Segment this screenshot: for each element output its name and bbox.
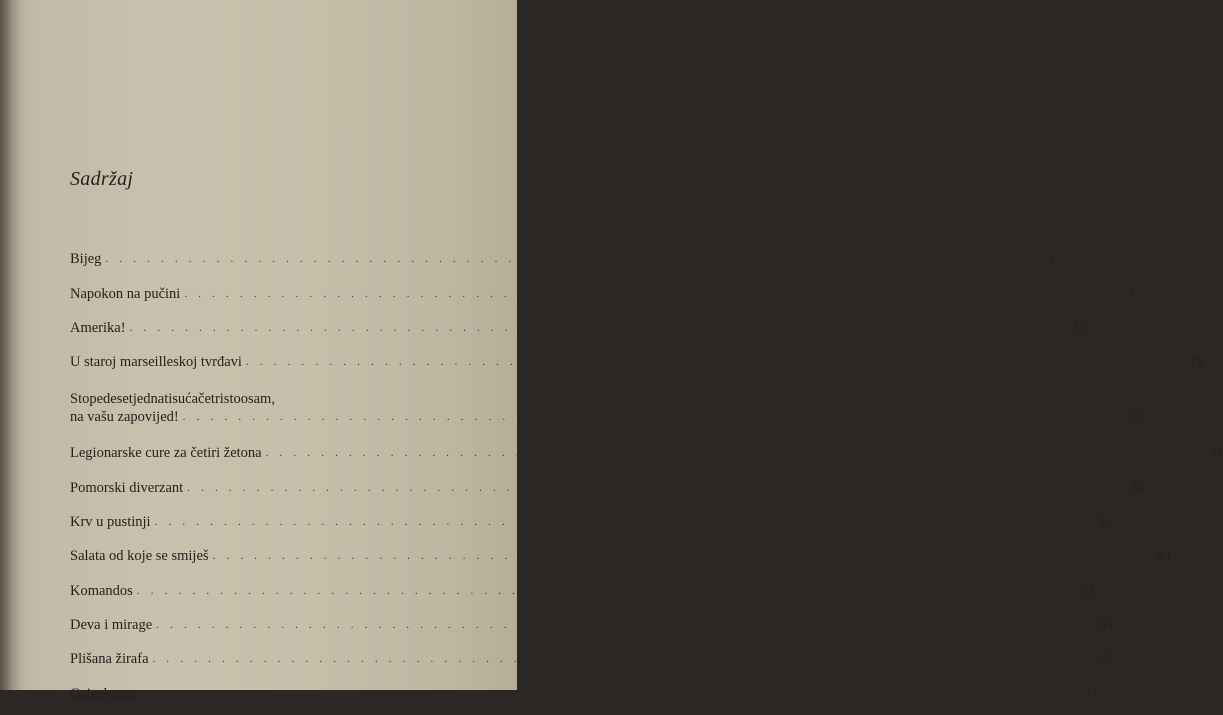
- dot-leader: . . . . . . . . . . . . . . . . . . . . . . . . . . . . . . . . . . . . . . . . . . . . . . . . . . . . . . . . . . . . . . . . . . . .: [105, 253, 1044, 266]
- dot-leader: . . . . . . . . . . . . . . . . . . . . . . . . . . . . . . . . . . . . . . . . . . . . . . . . . . . . . . . . . . . . . . . . . . . .: [141, 687, 1080, 700]
- page-number: 19: [1189, 354, 1204, 371]
- dot-leader: . . . . . . . . . . . . . . . . . . . . . . . . . . . . . . . . . . . . . . . . . . . . . . . . . . . . . . . . . . . . . . . . . . . .: [212, 550, 1151, 563]
- toc-entry: [70, 315, 1088, 349]
- dot-leader: . . . . . . . . . . . . . . . . . . . . . . . . . . . . . . . . . . . . . . . . . . . . . . . . . . . . . . . . . . . . . . . . . . . .: [245, 356, 1185, 369]
- entry-title-last-line: [70, 408, 1141, 426]
- page-number: 35: [1130, 479, 1145, 496]
- entry-title: Salata od koje se smiješ: [70, 548, 209, 565]
- entry-title: Plišana žirafa: [70, 651, 149, 668]
- dot-leader: . . . . . . . . . . . . . . . . . . . . . . . . . . . . . . . . . . . . . . . . . . . . . . . . . . . . . . . . . . . . . . . . . . . .: [187, 481, 1126, 494]
- dot-leader: . . . . . . . . . . . . . . . . . . . . . . . . . . . . . . . . . . . . . . . . . . . . . . . . . . . . . . . . . . . . . . . . . . . .: [182, 411, 1121, 424]
- entry-title: Amerika!: [70, 319, 126, 336]
- toc-entry: [70, 440, 1223, 474]
- page-number: 7: [1127, 285, 1135, 302]
- toc-entry: [70, 246, 1056, 280]
- toc-entry: [70, 474, 1145, 508]
- entry-title-line-1: Stopedesetjednatisućačetristoosam,: [70, 391, 275, 408]
- page-number: 25: [1125, 409, 1141, 426]
- table-of-contents: [70, 246, 1223, 715]
- toc-entry: [70, 349, 1204, 383]
- dot-leader: . . . . . . . . . . . . . . . . . . . . . . . . . . . . . . . . . . . . . . . . . . . . . . . . . . . . . . . . . . . . . . . . . . . .: [154, 516, 1093, 529]
- entry-title: Pomorski diverzant: [70, 479, 184, 496]
- toc-entry: [70, 543, 1171, 577]
- entry-title: Krv u pustinji: [70, 514, 151, 531]
- toc-entry: [70, 577, 1095, 611]
- entry-title: Deva i mirage: [70, 616, 153, 633]
- dot-leader: . . . . . . . . . . . . . . . . . . . . . . . . . . . . . . . . . . . . . . . . . . . . . . . . . . . . . . . . . . . . . . . . . . . .: [184, 287, 1123, 300]
- dot-leader: . . . . . . . . . . . . . . . . . . . . . . . . . . . . . . . . . . . . . . . . . . . . . . . . . . . . . . . . . . . . . . . . . . . .: [136, 584, 1076, 597]
- page-number: 71: [1084, 685, 1100, 702]
- page-number: 1: [1048, 251, 1056, 268]
- toc-entry: [70, 680, 1100, 714]
- page-number: 41: [1097, 514, 1113, 531]
- entry-title: Bijeg: [70, 251, 102, 268]
- dot-leader: . . . . . . . . . . . . . . . . . . . . . . . . . . . . . . . . . . . . . . . . . . . . . . . . . . . . . . . . . . . . . . . . . . . .: [129, 321, 1068, 334]
- page-number: 49: [1155, 548, 1171, 565]
- page-number: 65: [1095, 651, 1111, 668]
- dot-leader: . . . . . . . . . . . . . . . . . . . . . . . . . . . . . . . . . . . . . . . . . . . . . . . . . . . . . . . . . . . . . . . . . . . .: [152, 653, 1091, 666]
- entry-title: U staroj marseilleskoj tvrđavi: [70, 354, 242, 371]
- entry-title: Legionarske cure za četiri žetona: [70, 445, 262, 462]
- entry-title: Napokon na pučini: [70, 285, 181, 302]
- entry-title-block: [70, 390, 1141, 426]
- toc-entry: [70, 383, 1141, 440]
- gutter-shadow: [0, 0, 20, 690]
- page-number: 61: [1099, 616, 1114, 633]
- toc-entry: [70, 612, 1114, 646]
- page-number: 53: [1080, 582, 1095, 599]
- entry-title: Komandos: [70, 582, 133, 599]
- toc-entry: [70, 646, 1111, 680]
- entry-title-line-2: na vašu zapovijed!: [70, 409, 179, 426]
- toc-heading: Sadržaj: [70, 168, 134, 190]
- entry-title: Gainsbourg: [70, 685, 138, 702]
- toc-entry: [70, 509, 1113, 543]
- page-number: 31: [1208, 445, 1223, 462]
- dot-leader: . . . . . . . . . . . . . . . . . . . . . . . . . . . . . . . . . . . . . . . . . . . . . . . . . . . . . . . . . . . . . . . . . . . .: [156, 618, 1095, 631]
- page-number: 13: [1072, 319, 1088, 336]
- toc-entry: [70, 280, 1135, 314]
- dot-leader: . . . . . . . . . . . . . . . . . . . . . . . . . . . . . . . . . . . . . . . . . . . . . . . . . . . . . . . . . . . . . . . . . . . .: [265, 447, 1204, 460]
